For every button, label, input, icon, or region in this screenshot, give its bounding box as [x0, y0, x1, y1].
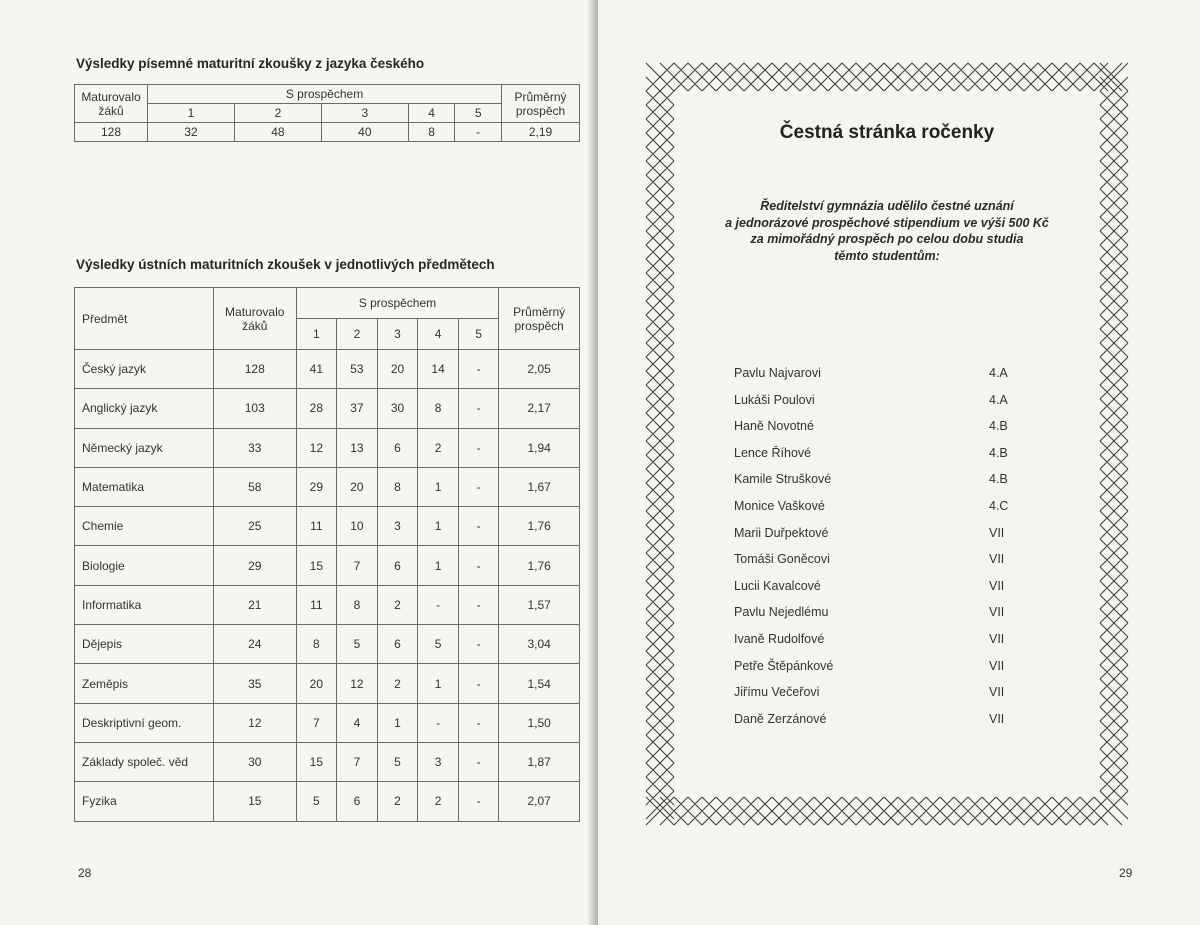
list-item: [734, 685, 1034, 712]
table-row: [75, 625, 580, 664]
cell-grade: 37: [337, 389, 378, 428]
student-name: Daně Zerzánové: [734, 711, 827, 726]
cell-subject: Anglický jazyk: [75, 389, 214, 428]
list-item: [734, 632, 1034, 659]
cell-students: 58: [213, 467, 296, 506]
cell-grade: 53: [337, 350, 378, 389]
cell-students: 35: [213, 664, 296, 703]
cell-students: 15: [213, 782, 296, 821]
student-name: Kamile Struškové: [734, 472, 832, 487]
cell-avg: 1,57: [499, 585, 580, 624]
statement-line: a jednorázové prospěchové stipendium ve výši 500 Kč: [725, 215, 1049, 230]
cell-grade: -: [458, 546, 498, 585]
cell-grade: 5: [296, 782, 337, 821]
cell-avg: 1,76: [499, 507, 580, 546]
cell-grade: -: [458, 625, 498, 664]
grade-header: 4: [408, 104, 455, 123]
cell-grade: 15: [296, 742, 337, 781]
cell-grade: 12: [296, 428, 337, 467]
cell-grade: 7: [337, 742, 378, 781]
list-item: [734, 659, 1034, 686]
cell-students: 128: [213, 350, 296, 389]
student-name: Jiřímu Večeřovi: [734, 685, 820, 700]
student-class: 4.A: [989, 392, 1008, 407]
cell-students: 12: [213, 703, 296, 742]
student-class: 4.B: [989, 472, 1008, 487]
student-name: Lence Říhové: [734, 445, 812, 460]
table-row: [75, 742, 580, 781]
grade-header: 5: [455, 104, 502, 123]
cell-grade: 6: [337, 782, 378, 821]
header-avg: Průměrný prospěch: [502, 85, 580, 123]
list-item: [734, 446, 1034, 473]
list-item: [734, 393, 1034, 420]
cell-subject: Informatika: [75, 585, 214, 624]
cell-grade: -: [458, 664, 498, 703]
cell-students: 30: [213, 742, 296, 781]
cell-grade: 20: [296, 664, 337, 703]
cell-avg: 2,05: [499, 350, 580, 389]
student-name: Haně Novotné: [734, 419, 814, 434]
cell-subject: Matematika: [75, 467, 214, 506]
cell-grade: 11: [296, 507, 337, 546]
header-grades: S prospěchem: [296, 288, 499, 319]
cell-grade: 1: [418, 467, 459, 506]
list-item: [734, 472, 1034, 499]
cell-students: 21: [213, 585, 296, 624]
cell-grade: 6: [377, 428, 418, 467]
cell-grade: 10: [337, 507, 378, 546]
cell-students: 24: [213, 625, 296, 664]
header-subject: Předmět: [75, 288, 214, 350]
grade-header: 1: [148, 104, 235, 123]
student-name: Ivaně Rudolfové: [734, 631, 825, 646]
cell-grade: 5: [337, 625, 378, 664]
header-students: Maturovalo žáků: [213, 288, 296, 350]
cell-grade: -: [458, 350, 498, 389]
page-number: 28: [78, 866, 92, 880]
cell-grade: -: [458, 507, 498, 546]
student-class: 4.C: [989, 498, 1009, 513]
student-list: [734, 366, 1034, 738]
student-name: Pavlu Najvarovi: [734, 366, 821, 380]
cell-grade: -: [458, 428, 498, 467]
table-row: [75, 350, 580, 389]
student-class: VII: [989, 605, 1005, 620]
cell-subject: Deskriptivní geom.: [75, 703, 214, 742]
student-name: Lucii Kavalcové: [734, 578, 821, 593]
cell-avg: 1,76: [499, 546, 580, 585]
statement-line: Ředitelství gymnázia udělilo čestné uznání: [760, 199, 1014, 213]
cell-grade: 12: [337, 664, 378, 703]
cell-grade: 3: [377, 507, 418, 546]
header-avg: Průměrný prospěch: [499, 288, 580, 350]
grade-header: 2: [337, 319, 378, 350]
grade-header: 2: [234, 104, 321, 123]
student-class: VII: [989, 552, 1005, 567]
cell-grade: 8: [377, 467, 418, 506]
cell-grade: 41: [296, 350, 337, 389]
written-exam-title: Výsledky písemné maturitní zkoušky z jazyka českého: [76, 56, 425, 71]
cell-grade: 1: [377, 703, 418, 742]
student-class: 4.A: [989, 366, 1008, 380]
student-class: VII: [989, 685, 1005, 700]
cell-grade: 8: [418, 389, 459, 428]
cell-grade: 6: [377, 546, 418, 585]
table-row: [75, 546, 580, 585]
list-item: [734, 526, 1034, 553]
cell-grade: 4: [337, 703, 378, 742]
cell-grade: 28: [296, 389, 337, 428]
cell-avg: 2,17: [499, 389, 580, 428]
left-page: [0, 0, 598, 925]
cell-grade: 40: [321, 123, 408, 142]
cell-avg: 1,87: [499, 742, 580, 781]
cell-subject: Zeměpis: [75, 664, 214, 703]
cell-grade: 20: [377, 350, 418, 389]
cell-avg: 3,04: [499, 625, 580, 664]
list-item: [734, 579, 1034, 606]
table-row: [75, 703, 580, 742]
cell-grade: -: [458, 782, 498, 821]
cell-avg: 1,67: [499, 467, 580, 506]
cell-grade: 1: [418, 507, 459, 546]
student-class: VII: [989, 578, 1005, 593]
cell-grade: 48: [234, 123, 321, 142]
cell-grade: 15: [296, 546, 337, 585]
cell-grade: 20: [337, 467, 378, 506]
table-row: [75, 507, 580, 546]
table-row: [75, 664, 580, 703]
cell-students: 103: [213, 389, 296, 428]
cell-avg: 1,54: [499, 664, 580, 703]
student-name: Monice Vaškové: [734, 498, 825, 513]
student-class: VII: [989, 658, 1005, 673]
table-row: [75, 389, 580, 428]
list-item: [734, 366, 1034, 393]
honor-page-title: Čestná stránka ročenky: [779, 122, 995, 143]
cell-grade: 11: [296, 585, 337, 624]
page-number: 29: [1119, 866, 1133, 880]
cell-grade: -: [418, 703, 459, 742]
student-name: Petře Štěpánkové: [734, 658, 834, 673]
student-class: 4.B: [989, 419, 1008, 434]
table-row: [75, 428, 580, 467]
cell-grade: 6: [377, 625, 418, 664]
cell-grade: 8: [337, 585, 378, 624]
cell-grade: -: [458, 703, 498, 742]
list-item: [734, 499, 1034, 526]
cell-grade: -: [458, 585, 498, 624]
oral-exams-title: Výsledky ústních maturitních zkoušek v jednotlivých předmětech: [76, 257, 495, 272]
student-class: 4.B: [989, 445, 1008, 460]
table-row: [75, 123, 580, 142]
cell-grade: 5: [377, 742, 418, 781]
statement-line: za mimořádný prospěch po celou dobu studia: [750, 232, 1024, 246]
cell-grade: 29: [296, 467, 337, 506]
cell-subject: Chemie: [75, 507, 214, 546]
cell-grade: -: [458, 389, 498, 428]
list-item: [734, 605, 1034, 632]
cell-subject: Německý jazyk: [75, 428, 214, 467]
written-exam-table: [74, 84, 580, 142]
cell-grade: 2: [377, 782, 418, 821]
grade-header: 1: [296, 319, 337, 350]
cell-grade: -: [458, 742, 498, 781]
cell-grade: 3: [418, 742, 459, 781]
grade-header: 3: [321, 104, 408, 123]
header-students: Maturovalo žáků: [75, 85, 148, 123]
cell-grade: 1: [418, 546, 459, 585]
oral-exams-table: [74, 287, 580, 822]
cell-subject: Český jazyk: [75, 350, 214, 389]
cell-grade: -: [418, 585, 459, 624]
grade-header: 5: [458, 319, 498, 350]
student-name: Tomáši Goněcovi: [734, 552, 830, 567]
cell-subject: Biologie: [75, 546, 214, 585]
cell-grade: -: [455, 123, 502, 142]
student-name: Lukáši Poulovi: [734, 392, 815, 407]
cell-grade: 2: [418, 428, 459, 467]
student-name: Marii Duřpektové: [734, 525, 829, 540]
cell-grade: 5: [418, 625, 459, 664]
cell-grade: 30: [377, 389, 418, 428]
cell-grade: 2: [377, 664, 418, 703]
cell-subject: Dějepis: [75, 625, 214, 664]
cell-students: 25: [213, 507, 296, 546]
table-row: [75, 467, 580, 506]
cell-subject: Základy společ. věd: [75, 742, 214, 781]
cell-grade: 14: [418, 350, 459, 389]
grade-header: 3: [377, 319, 418, 350]
cell-students: 128: [75, 123, 148, 142]
cell-grade: 7: [296, 703, 337, 742]
cell-grade: 8: [408, 123, 455, 142]
list-item: [734, 552, 1034, 579]
cell-grade: 1: [418, 664, 459, 703]
cell-students: 29: [213, 546, 296, 585]
cell-avg: 1,50: [499, 703, 580, 742]
cell-avg: 2,07: [499, 782, 580, 821]
student-class: VII: [989, 525, 1005, 540]
cell-grade: -: [458, 467, 498, 506]
list-item: [734, 712, 1034, 739]
cell-subject: Fyzika: [75, 782, 214, 821]
cell-grade: 2: [418, 782, 459, 821]
student-name: Pavlu Nejedlému: [734, 605, 829, 620]
cell-avg: 2,19: [502, 123, 580, 142]
cell-avg: 1,94: [499, 428, 580, 467]
cell-students: 33: [213, 428, 296, 467]
cell-grade: 32: [148, 123, 235, 142]
statement-line: těmto studentům:: [834, 248, 940, 263]
table-row: [75, 782, 580, 821]
grade-header: 4: [418, 319, 459, 350]
cell-grade: 8: [296, 625, 337, 664]
cell-grade: 2: [377, 585, 418, 624]
list-item: [734, 419, 1034, 446]
honor-statement: [638, 198, 1136, 264]
student-class: VII: [989, 711, 1005, 726]
header-grades: S prospěchem: [148, 85, 502, 104]
cell-grade: 13: [337, 428, 378, 467]
table-row: [75, 585, 580, 624]
student-class: VII: [989, 631, 1005, 646]
cell-grade: 7: [337, 546, 378, 585]
